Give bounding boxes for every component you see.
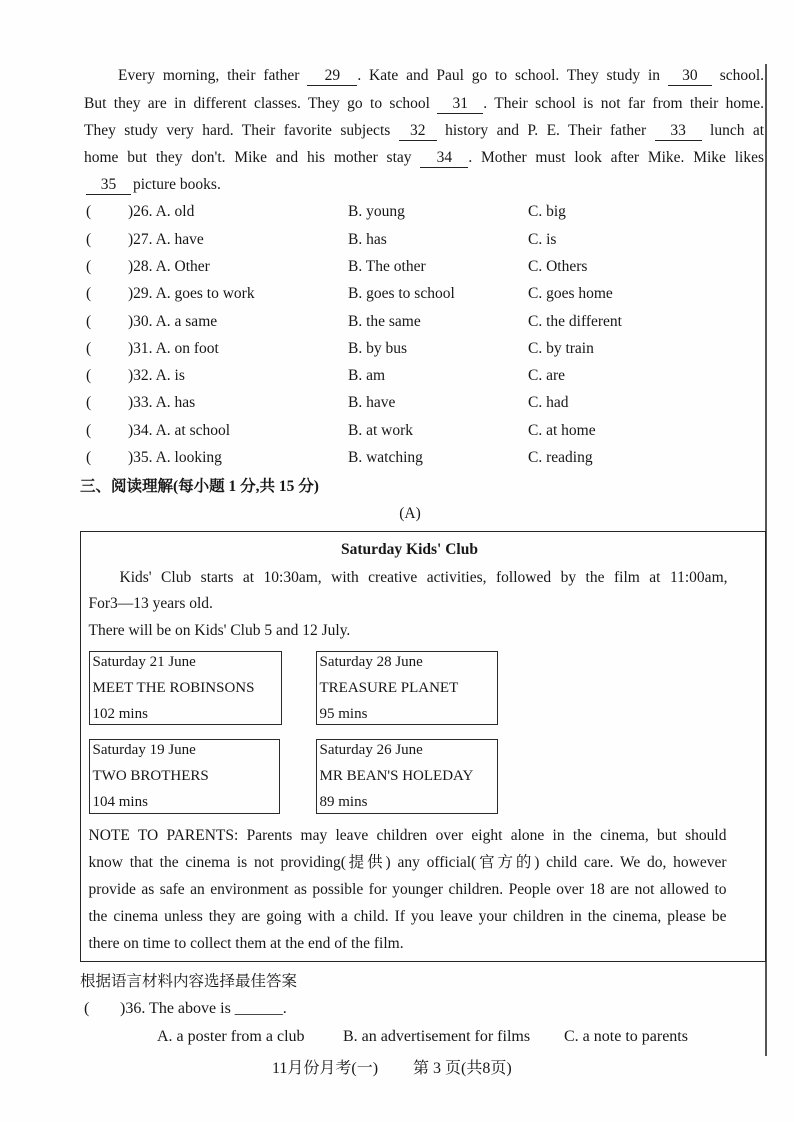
question-number: )34.: [128, 421, 153, 439]
question-36-options: [0, 1023, 794, 1050]
club-notice-box: [80, 531, 766, 962]
option-a-text: A. have: [155, 230, 204, 248]
option-a: [128, 280, 255, 307]
option-c: C. Others: [528, 257, 588, 275]
question-number: )28.: [128, 257, 153, 275]
exam-name: 11月份月考(一): [272, 1059, 379, 1077]
answer-bracket: (: [86, 203, 92, 221]
passage-text: . Their school is not far from their home.: [483, 94, 764, 112]
option-b: B. goes to school: [348, 285, 455, 303]
question-36: [0, 995, 794, 1022]
answer-bracket: (: [84, 999, 90, 1017]
option-a-text: A. a same: [155, 312, 218, 330]
option-a-text: A. goes to work: [155, 285, 255, 303]
passage-text: picture books.: [133, 176, 221, 194]
question-34: [0, 417, 794, 444]
option-a: [128, 417, 230, 444]
cloze-blank-32: 32: [399, 122, 437, 141]
option-a-text: A. is: [155, 367, 185, 385]
question-number: )35.: [128, 449, 153, 467]
option-a: [128, 198, 194, 225]
passage-line: [84, 117, 764, 144]
option-a-text: A. at school: [155, 421, 231, 439]
film-card-content: [320, 649, 459, 727]
answer-bracket: (: [86, 367, 92, 385]
passage-line: [84, 144, 764, 171]
option-a: [128, 444, 222, 471]
passage-text: home but they don't. Mike and his mother stay: [84, 149, 412, 167]
answer-bracket: (: [86, 339, 92, 357]
question-number: )30.: [128, 312, 153, 330]
question-35: [0, 444, 794, 471]
option-a: [128, 253, 210, 280]
film-title: TREASURE PLANET: [319, 680, 459, 696]
parents-note-line: provide as safe an environment as possible for younger children. People over 18 are not allowed to: [88, 881, 727, 898]
option-c: C. a note to parents: [564, 1027, 688, 1045]
option-a: [128, 226, 204, 253]
cloze-blank-29: 29: [307, 67, 357, 86]
option-b: B. by bus: [348, 339, 407, 357]
film-card: [89, 739, 280, 814]
question-number: )29.: [128, 285, 153, 303]
question-number: )36.: [120, 999, 146, 1017]
option-a-text: A. on foot: [155, 339, 219, 357]
question-33: [0, 389, 794, 416]
option-a-text: A. looking: [155, 449, 222, 467]
club-title: Saturday Kids' Club: [341, 541, 478, 558]
part-label: (A): [399, 504, 421, 522]
film-card-content: [93, 649, 255, 727]
passage-text: history and P. E. Their father: [445, 121, 647, 139]
answer-bracket: (: [86, 421, 92, 439]
option-b: B. at work: [348, 421, 414, 439]
parents-note-line: there on time to collect them at the end of the film.: [88, 935, 404, 952]
option-b: B. am: [348, 367, 386, 385]
film-card-content: [320, 737, 474, 815]
option-c: C. big: [528, 203, 566, 221]
stem-period: .: [282, 999, 287, 1017]
question-number: )27.: [128, 230, 153, 248]
option-b: B. young: [348, 203, 405, 221]
option-c: C. are: [528, 367, 566, 385]
option-c: C. is: [528, 230, 557, 248]
question-number: )32.: [128, 367, 153, 385]
cloze-blank-35: 35: [86, 176, 131, 195]
film-date: Saturday 21 June: [92, 654, 196, 670]
answer-bracket: (: [86, 230, 92, 248]
option-c: C. reading: [528, 449, 593, 467]
film-card-content: [93, 737, 209, 815]
question-31: [0, 335, 794, 362]
option-a-text: A. Other: [155, 257, 210, 275]
option-b: B. has: [348, 230, 387, 248]
cloze-blank-30: 30: [668, 67, 712, 86]
option-c: C. at home: [528, 421, 596, 439]
answer-bracket: (: [86, 312, 92, 330]
club-intro-line: There will be on Kids' Club 5 and 12 July.: [88, 622, 351, 639]
option-b: B. the same: [348, 312, 421, 330]
cloze-blank-31: 31: [437, 95, 483, 114]
film-card: [89, 651, 282, 725]
film-title: MR BEAN'S HOLEDAY: [319, 768, 474, 784]
option-b: B. have: [348, 394, 396, 412]
option-a-text: A. old: [155, 203, 195, 221]
option-b: B. an advertisement for films: [343, 1027, 531, 1045]
answer-bracket: (: [86, 394, 92, 412]
passage-text: But they are in different classes. They go to school: [84, 94, 430, 112]
film-duration: 104 mins: [92, 794, 148, 810]
film-date: Saturday 28 June: [319, 654, 423, 670]
option-a: [128, 308, 217, 335]
page-number: 第 3 页(共8页): [413, 1059, 512, 1077]
film-date: Saturday 19 June: [92, 742, 196, 758]
answer-blank: ______: [234, 999, 283, 1017]
film-card: [316, 651, 498, 725]
passage-text: lunch at: [710, 121, 765, 139]
cloze-blank-33: 33: [655, 122, 702, 141]
parents-note-line: the cinema unless they are going with a child. If you leave your children in the cinema, please be: [88, 908, 727, 925]
question-32: [0, 362, 794, 389]
question-stem-text: The above is: [149, 999, 231, 1017]
passage-line: [84, 90, 764, 117]
cloze-options: [0, 198, 794, 471]
parents-note-line: NOTE TO PARENTS: Parents may leave children over eight alone in the cinema, but should: [88, 827, 727, 844]
passage-text: . Kate and Paul go to school. They study in: [357, 67, 661, 85]
film-card: [316, 739, 498, 814]
option-a-text: A. has: [155, 394, 196, 412]
option-c: C. by train: [528, 339, 594, 357]
question-30: [0, 308, 794, 335]
page-footer: [0, 1055, 794, 1082]
instruction-text: 根据语言材料内容选择最佳答案: [80, 972, 298, 990]
question-stem: [120, 995, 287, 1022]
option-c: C. the different: [528, 312, 622, 330]
passage-text: They study very hard. Their favorite subjects: [84, 121, 391, 139]
parents-note-line: know that the cinema is not providing(提供) any official(官方的) child care. We do, however: [88, 854, 727, 871]
section-heading: 三、阅读理解(每小题 1 分,共 15 分): [80, 477, 319, 495]
question-number: )31.: [128, 339, 153, 357]
film-date: Saturday 26 June: [319, 742, 423, 758]
film-title: TWO BROTHERS: [92, 768, 209, 784]
passage-line: [84, 62, 764, 89]
question-26: [0, 198, 794, 225]
answer-bracket: (: [86, 449, 92, 467]
option-b: B. The other: [348, 257, 426, 275]
answer-bracket: (: [86, 257, 92, 275]
option-c: C. had: [528, 394, 569, 412]
passage-text: . Mother must look after Mike. Mike likes: [468, 149, 765, 167]
answer-bracket: (: [86, 285, 92, 303]
option-a: [128, 389, 195, 416]
question-28: [0, 253, 794, 280]
passage-line: [84, 171, 764, 198]
question-number: )26.: [128, 203, 153, 221]
parents-note: [89, 822, 727, 957]
film-duration: 89 mins: [319, 794, 368, 810]
passage-text: Every morning, their father: [118, 67, 300, 85]
option-a: A. a poster from a club: [157, 1027, 305, 1045]
option-b: B. watching: [348, 449, 423, 467]
option-a: [128, 335, 219, 362]
cloze-passage: [84, 62, 764, 198]
film-duration: 102 mins: [92, 706, 148, 722]
club-intro-line: Kids' Club starts at 10:30am, with creative activities, followed by the film at 11:00am,: [119, 569, 728, 586]
option-a: [128, 362, 185, 389]
question-number: )33.: [128, 394, 153, 412]
film-duration: 95 mins: [319, 706, 368, 722]
passage-text: school.: [719, 67, 765, 85]
cloze-blank-34: 34: [420, 149, 468, 168]
club-intro-line: For3—13 years old.: [88, 595, 213, 612]
question-29: [0, 280, 794, 307]
film-title: MEET THE ROBINSONS: [92, 680, 255, 696]
question-27: [0, 226, 794, 253]
option-c: C. goes home: [528, 285, 613, 303]
